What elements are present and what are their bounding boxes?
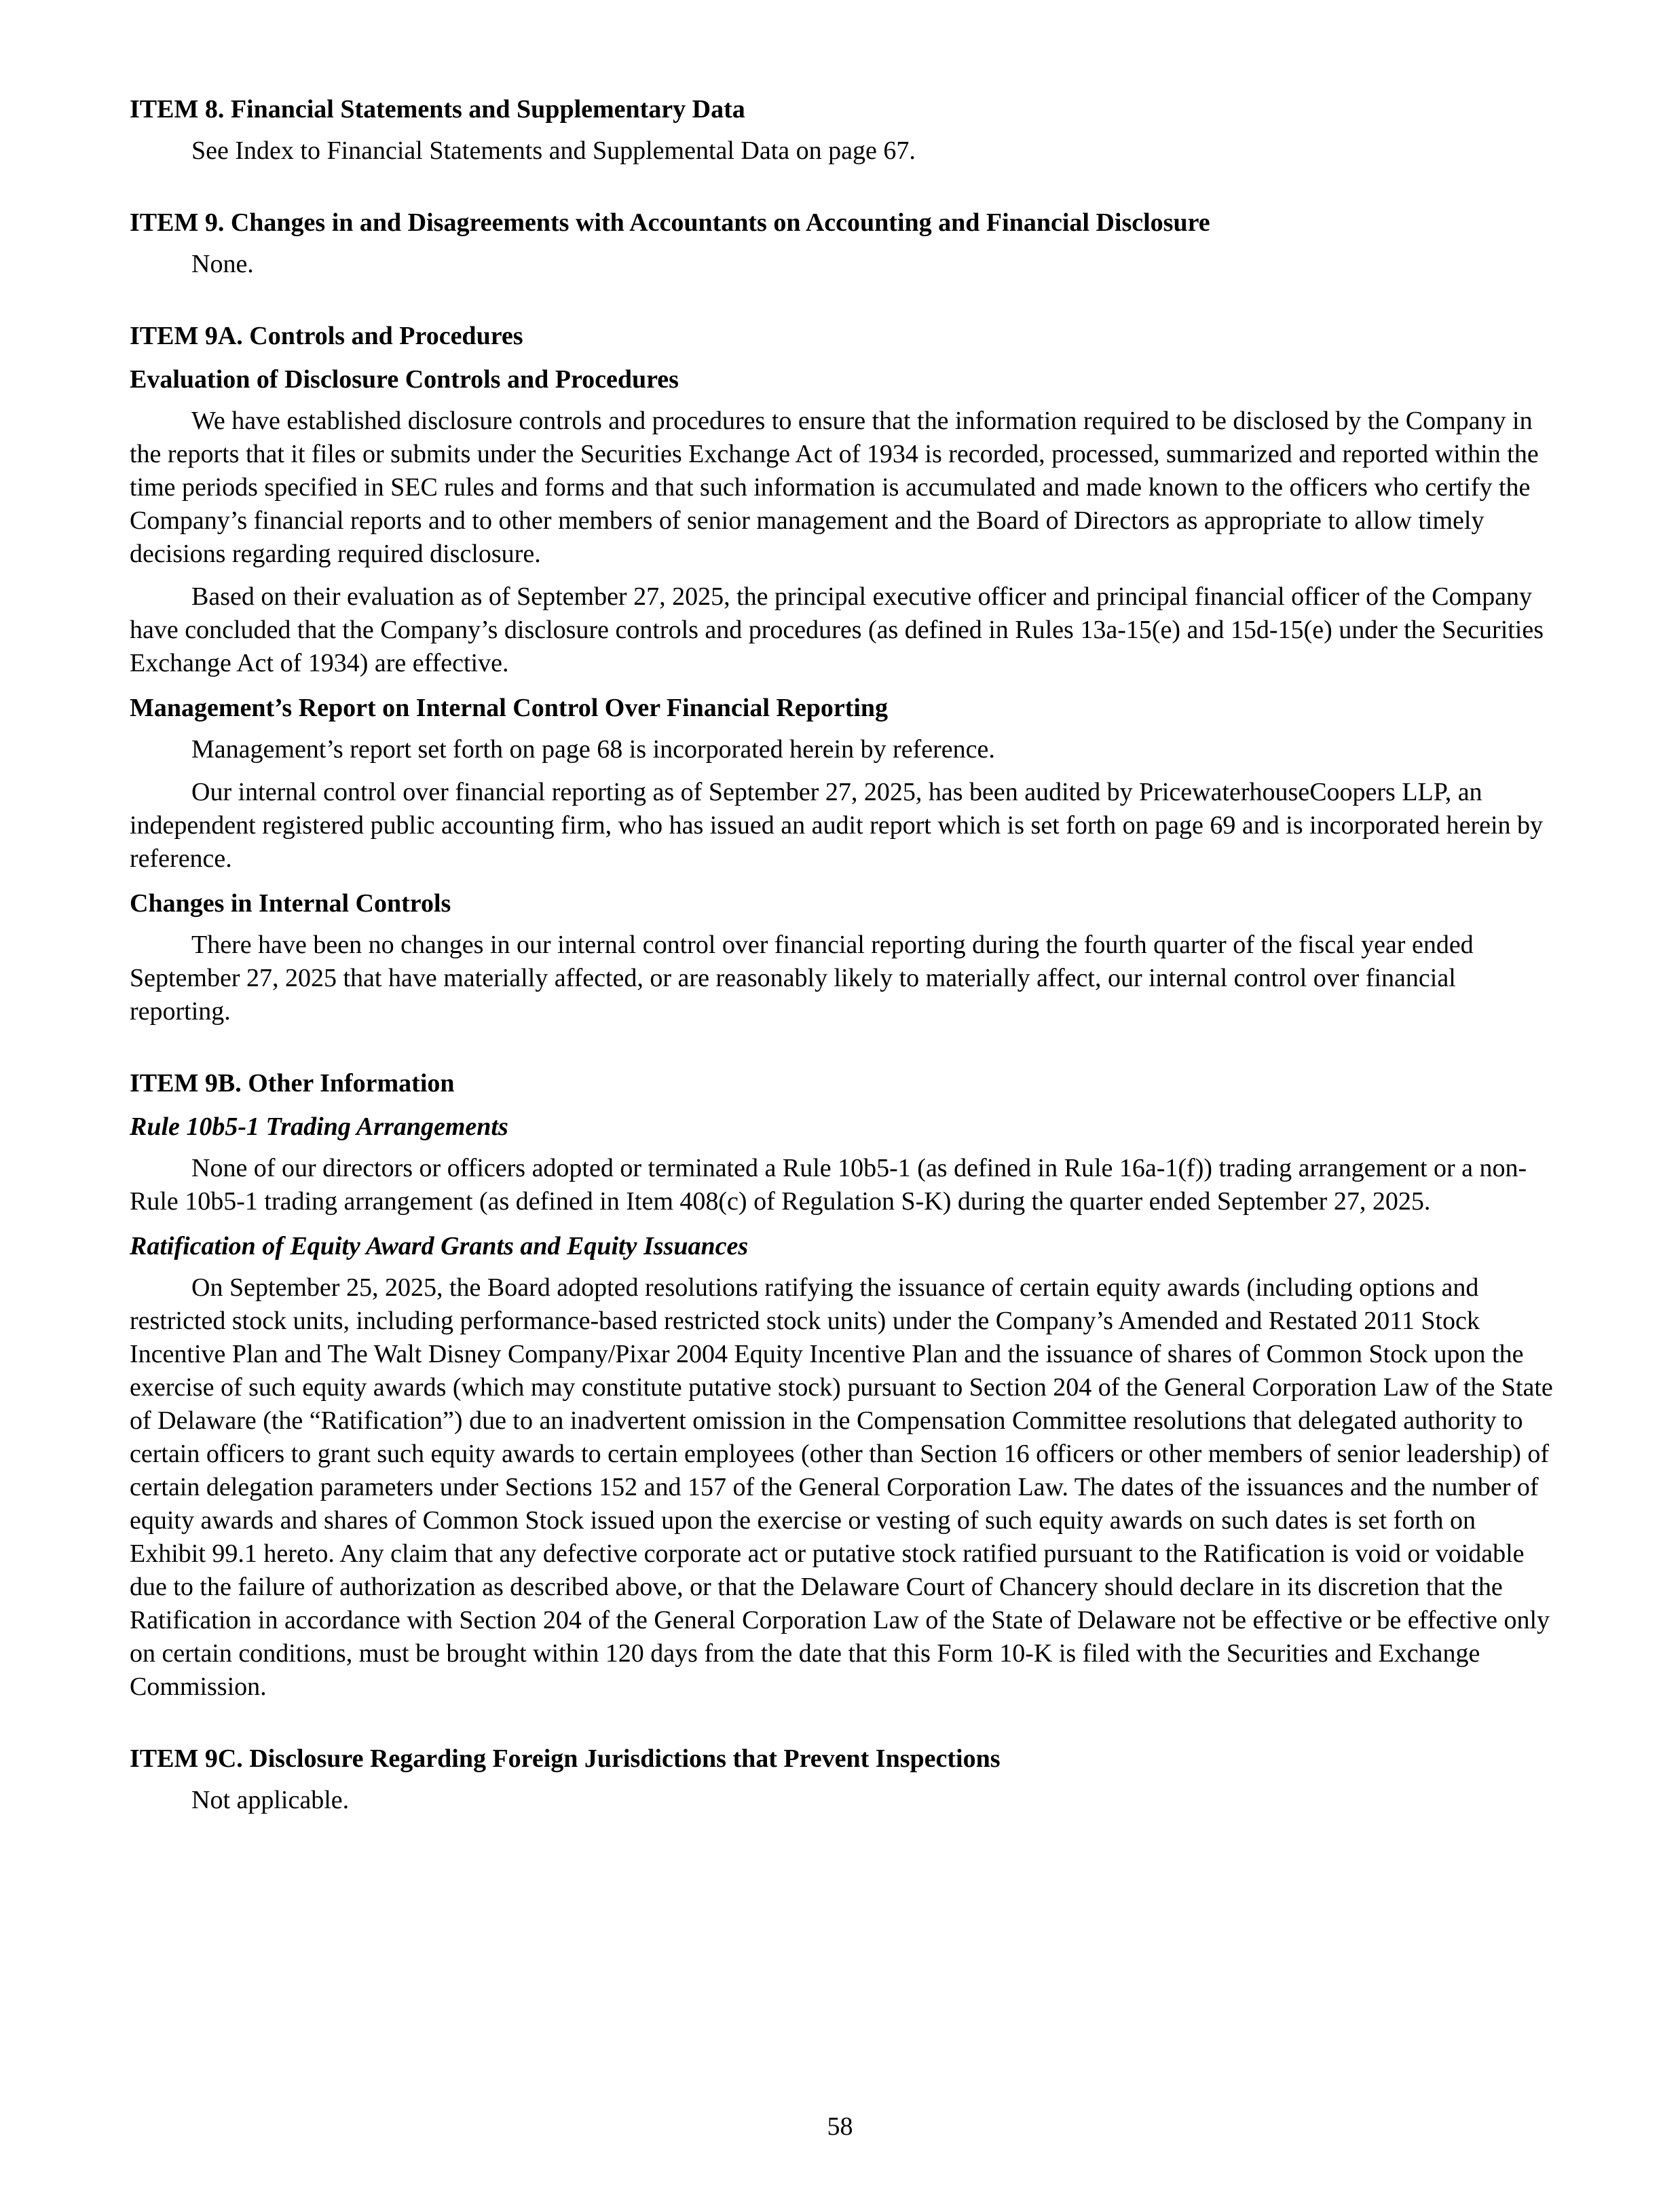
rule-10b5-1-paragraph: None of our directors or officers adopted or terminated a Rule 10b5-1 (as defined in Rule 16a-1(f)) trading arrangement or a non-Rule 10b5-1 trading arrangement (as defined in Item 408(c) of Regulation S-K) during the quarter ended September 27, 2025. — [130, 1154, 1527, 1216]
changes-heading: Changes in Internal Controls — [130, 889, 451, 918]
evaluation-paragraph-1: We have established disclosure controls and procedures to ensure that the information required to be disclosed by the Company in the reports that it files or submits under the Securities Exchange Act of 1934 is recorded, processed, summarized and reported within the time periods specified in SEC rules and forms and that such information is accumulated and made known to the officers who certify the Company’s financial reports and to other members of senior management and the Board of Directors as appropriate to allow timely decisions regarding required disclosure. — [130, 407, 1539, 568]
item9c-text: Not applicable. — [191, 1786, 350, 1814]
management-report-heading: Management’s Report on Internal Control Over Financial Reporting — [130, 694, 889, 722]
item9-text: None. — [191, 250, 254, 278]
management-report-paragraph-1: Management’s report set forth on page 68 is incorporated herein by reference. — [191, 735, 995, 764]
changes-paragraph: There have been no changes in our internal control over financial reporting during the fourth quarter of the fiscal year ended September 27, 2025 that have materially affected, or are reasonably likely to materially affect, our internal control over financial reporting. — [130, 931, 1474, 1026]
evaluation-heading: Evaluation of Disclosure Controls and Procedures — [130, 365, 679, 394]
item9a-heading: ITEM 9A. Controls and Procedures — [130, 322, 523, 350]
item9c-heading: ITEM 9C. Disclosure Regarding Foreign Jurisdictions that Prevent Inspections — [130, 1744, 1001, 1773]
item8-heading: ITEM 8. Financial Statements and Supplementary Data — [130, 95, 745, 124]
evaluation-paragraph-2: Based on their evaluation as of September 27, 2025, the principal executive officer and principal financial officer of the Company have concluded that the Company’s disclosure controls and procedures (as defined in Rules 13a-15(e) and 15d-15(e) under the Securities Exchange Act of 1934) are effective. — [130, 582, 1544, 677]
item8-text: See Index to Financial Statements and Supplemental Data on page 67. — [191, 136, 916, 165]
item9b-heading: ITEM 9B. Other Information — [130, 1069, 455, 1098]
document-page — [130, 94, 1555, 1817]
rule-10b5-1-heading: Rule 10b5-1 Trading Arrangements — [130, 1112, 508, 1141]
ratification-heading: Ratification of Equity Award Grants and Equity Issuances — [130, 1232, 749, 1260]
management-report-paragraph-2: Our internal control over financial reporting as of September 27, 2025, has been audited by PricewaterhouseCoopers LLP, an independent registered public accounting firm, who has issued an audit report which is set forth on page 69 and is incorporated herein by reference. — [130, 778, 1544, 873]
page-number: 58 — [827, 2112, 853, 2141]
ratification-paragraph: On September 25, 2025, the Board adopted resolutions ratifying the issuance of certain equity awards (including options and restricted stock units, including performance-based restricted stock units) under the Company’s Amended and Restated 2011 Stock Incentive Plan and The Walt Disney Company/Pixar 2004 Equity Incentive Plan and the issuance of shares of Common Stock upon the exercise of such equity awards (which may constitute putative stock) pursuant to Section 204 of the General Corporation Law of the State of Delaware (the “Ratification”) due to an inadvertent omission in the Compensation Committee resolutions that delegated authority to certain officers to grant such equity awards to certain employees (other than Section 16 officers or other members of senior leadership) of certain delegation parameters under Sections 152 and 157 of the General Corporation Law. The dates of the issuances and the number of equity awards and shares of Common Stock issued upon the exercise or vesting of such equity awards on such dates is set forth on Exhibit 99.1 hereto. Any claim that any defective corporate act or putative stock ratified pursuant to the Ratification is void or voidable due to the failure of authorization as described above, or that the Delaware Court of Chancery should declare in its discretion that the Ratification in accordance with Section 204 of the General Corporation Law of the State of Delaware not be effective or be effective only on certain conditions, must be brought within 120 days from the date that this Form 10-K is filed with the Securities and Exchange Commission. — [130, 1273, 1553, 1701]
item9-heading: ITEM 9. Changes in and Disagreements with Accountants on Accounting and Financial Disclosure — [130, 208, 1210, 237]
